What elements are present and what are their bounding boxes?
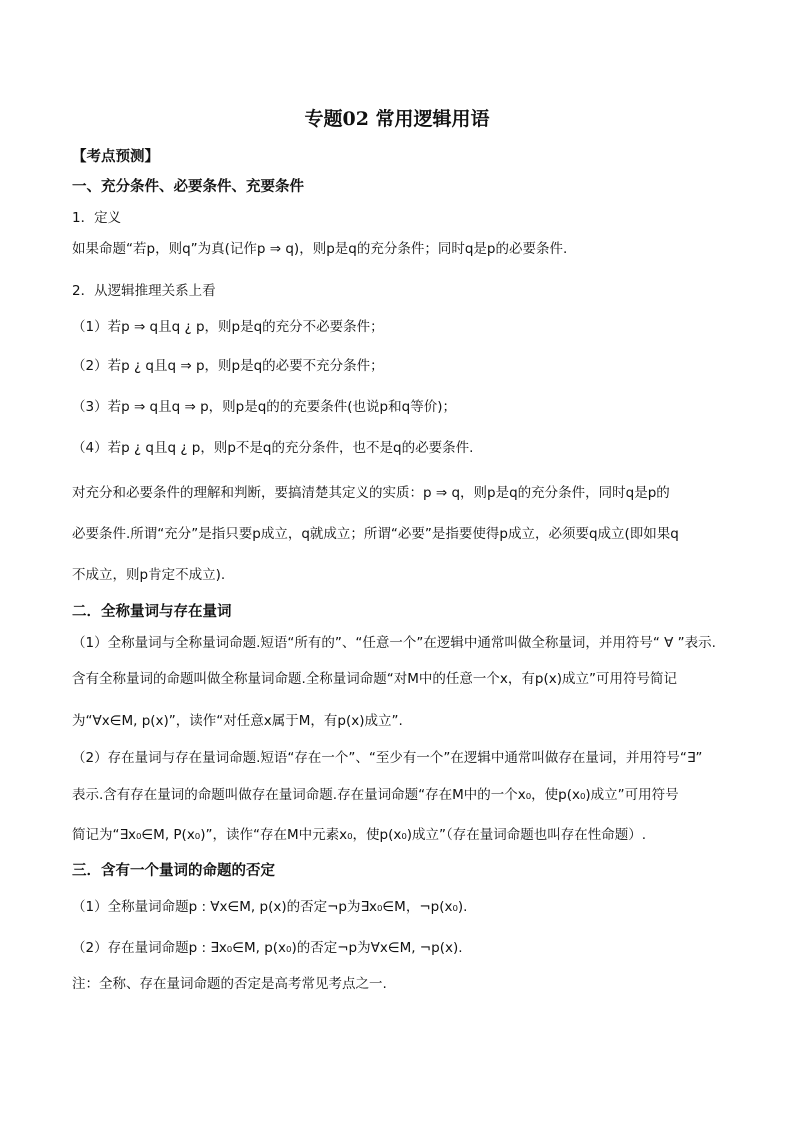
paragraph-understanding-line-1: 对充分和必要条件的理解和判断，要搞清楚其定义的实质：p ⇒ q，则p是q的充分条件，同时q是p的 — [72, 485, 670, 501]
paragraph-understanding-line-3: 不成立，则p肯定不成立). — [72, 567, 226, 583]
heading-section-1: 一、充分条件、必要条件、充要条件 — [72, 179, 304, 195]
paragraph-understanding-line-2: 必要条件.所谓“充分”是指只要p成立，q就成立；所谓“必要”是指要使得p成立，必须要q成立(即如果q — [72, 526, 679, 542]
heading-section-3: 三．含有一个量词的命题的否定 — [72, 863, 275, 879]
existential-quantifier-line-3: 简记为“∃x₀∈M, P(x₀)”，读作“存在M中元素x₀，使p(x₀)成立”（存在量词命题也叫存在性命题）. — [72, 827, 647, 843]
universal-quantifier-line-2: 含有全称量词的命题叫做全称量词命题.全称量词命题“对M中的任意一个x，有p(x)成立”可用符号简记 — [72, 671, 678, 687]
item-4-neither: （4）若p ¿ q且q ¿ p，则p不是q的充分条件，也不是q的必要条件. — [72, 440, 474, 456]
negation-universal: （1）全称量词命题p : ∀x∈M, p(x)的否定¬p为∃x₀∈M，¬p(x₀). — [72, 899, 468, 915]
negation-existential: （2）存在量词命题p : ∃x₀∈M, p(x₀)的否定¬p为∀x∈M, ¬p(x). — [72, 940, 463, 956]
universal-quantifier-line-1: （1）全称量词与全称量词命题.短语“所有的”、“任意一个”在逻辑中通常叫做全称量词，并用符号“ ∀ ”表示. — [72, 635, 716, 651]
paragraph-definition: 如果命题“若p，则q”为真(记作p ⇒ q)，则p是q的充分条件；同时q是p的必要条件. — [72, 241, 568, 257]
page-title: 专题02 常用逻辑用语 — [304, 108, 490, 130]
section-label-exam-points: 【考点预测】 — [72, 149, 159, 165]
item-2-necessary: （2）若p ¿ q且q ⇒ p，则p是q的必要不充分条件； — [72, 358, 384, 374]
subheading-logic-relation: 2．从逻辑推理关系上看 — [72, 283, 216, 299]
item-1-sufficient: （1）若p ⇒ q且q ¿ p，则p是q的充分不必要条件； — [72, 319, 384, 335]
universal-quantifier-line-3: 为“∀x∈M, p(x)”，读作“对任意x属于M，有p(x)成立”. — [72, 713, 403, 729]
subheading-definition: 1．定义 — [72, 210, 122, 226]
existential-quantifier-line-1: （2）存在量词与存在量词命题.短语“存在一个”、“至少有一个”在逻辑中通常叫做存在量词，并用符号“∃” — [72, 750, 703, 766]
heading-section-2: 二．全称量词与存在量词 — [72, 604, 232, 620]
existential-quantifier-line-2: 表示.含有存在量词的命题叫做存在量词命题.存在量词命题“存在M中的一个x₀，使p(x₀)成立”可用符号 — [72, 787, 679, 803]
item-3-equivalent: （3）若p ⇒ q且q ⇒ p，则p是q的的充要条件(也说p和q等价)； — [72, 399, 456, 415]
note-line: 注：全称、存在量词命题的否定是高考常见考点之一. — [72, 976, 387, 992]
